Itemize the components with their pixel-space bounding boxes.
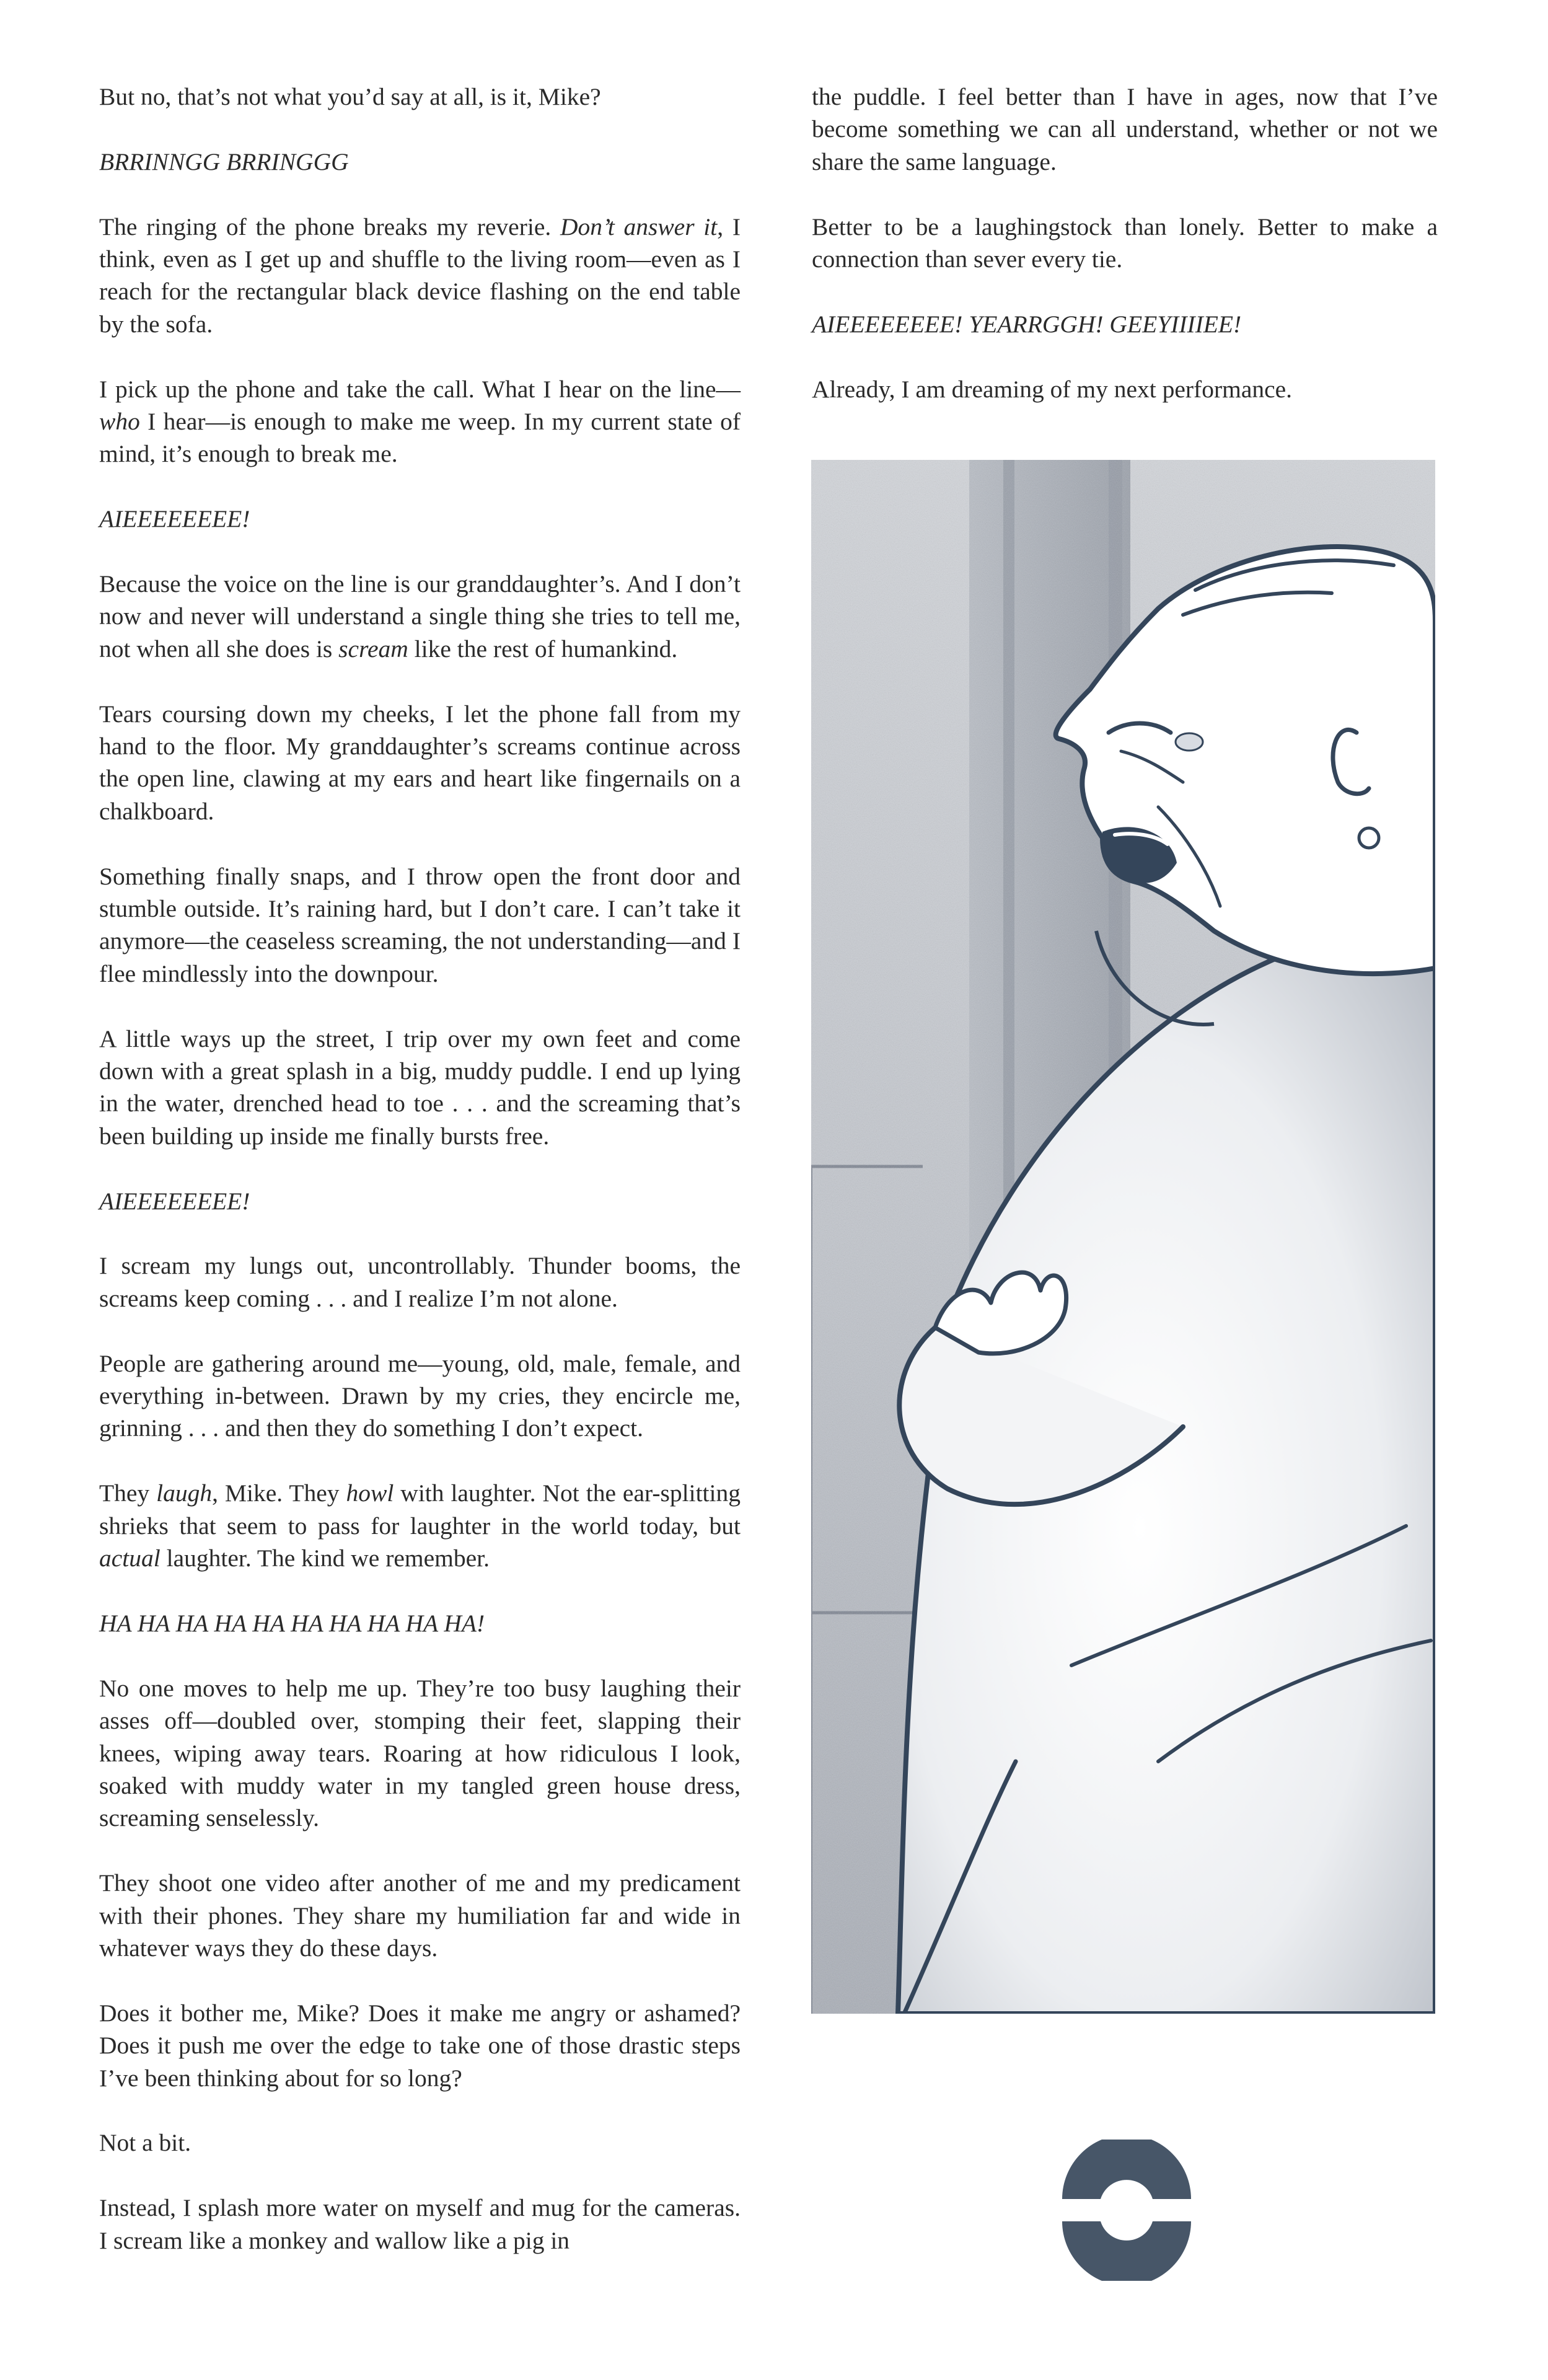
emphasis-text: who [99,408,140,436]
left-column-paragraph: Tears coursing down my cheeks, I let the phone fall from my hand to the floor. My granddaughter’s screams continue across the open line, clawing at my ears and heart like fingernails on a chalkboard. [99,700,741,825]
left-column-paragraph: They shoot one video after another of me and my predicament with their phones. They share my humiliation far and wide in whatever ways they do these days. [99,1869,741,1962]
right-column-paragraph: the puddle. I feel better than I have in ages, now that I’ve become something we can all understand, whether or not we share the same language. [812,83,1438,175]
body-text: They [99,1479,157,1507]
left-column-paragraph: AIEEEEEEEE! [99,1187,250,1215]
body-text: like the rest of humankind. [408,635,678,663]
body-text: I hear—is enough to make me weep. In my current state of mind, it’s enough to break me. [99,408,741,468]
left-column-paragraph: AIEEEEEEEE! [99,505,250,533]
left-column-paragraph [99,568,741,665]
left-column-paragraph: People are gathering around me—young, old, male, female, and everything in-between. Drawn by my cries, they encircle me, grinning . . . and then they do something I don’t expect. [99,1349,741,1442]
right-column-paragraph: Better to be a laughingstock than lonely. Better to make a connection than sever every tie. [812,213,1438,273]
right-text-column [812,81,1438,438]
emphasis-text: scream [338,635,408,663]
body-text: laughter. The kind we remember. [160,1545,490,1572]
body-text: , Mike. They [212,1479,346,1507]
body-text: The ringing of the phone breaks my reverie. [99,213,560,240]
left-column-paragraph: But no, that’s not what you’d say at all, is it, Mike? [99,83,601,110]
body-text: Because the voice on the line is our granddaughter’s. And I don’t now and never will understand a single thing she tries to tell me, not when all she does is [99,570,741,663]
left-column-paragraph: No one moves to help me up. They’re too busy laughing their asses off—doubled over, stomping their feet, slapping their knees, wiping away tears. Roaring at how ridiculous I look, soaked with muddy water in my tangled green house dress, screaming senselessly. [99,1674,741,1832]
emphasis-text: laugh [156,1479,213,1507]
left-column-paragraph: HA HA HA HA HA HA HA HA HA HA! [99,1609,485,1637]
body-text: with laughter. Not the ear-splitting shrieks that seem to pass for laughter in the world today, but [99,1479,741,1540]
emphasis-text: actual [99,1545,161,1572]
left-column-paragraph: A little ways up the street, I trip over my own feet and come down with a great splash in a big, muddy puddle. I end up lying in the water, drenched head to toe . . . and the screaming that’s been building up inside me finally bursts free. [99,1025,741,1150]
end-mark-logo-icon [1056,2140,1197,2281]
right-column-paragraph: AIEEEEEEEE! YEARRGGH! GEEYIIIIEE! [812,310,1242,338]
emphasis-text: Don’t answer it [560,213,718,240]
left-column-paragraph: Instead, I splash more water on myself and mug for the cameras. I scream like a monkey and wallow like a pig in [99,2194,741,2254]
left-column-paragraph: Something finally snaps, and I throw open the front door and stumble outside. It’s raining hard, but I don’t care. I can’t take it anymore—the ceaseless screaming, the not understanding—and I flee mindlessly into the downpour. [99,862,741,987]
left-text-column [99,81,741,2289]
body-text: , I think, even as I get up and shuffle to the living room—even as I reach for the rectangular black device flashing on the end table by the sofa. [99,213,741,338]
illustration-screaming-old-woman [811,460,1435,2014]
left-column-paragraph: Not a bit. [99,2129,191,2157]
emphasis-text: howl [346,1479,394,1507]
left-column-paragraph: I scream my lungs out, uncontrollably. Thunder booms, the screams keep coming . . . and I realize I’m not alone. [99,1252,741,1312]
left-column-paragraph: Does it bother me, Mike? Does it make me angry or ashamed? Does it push me over the edge to take one of those drastic steps I’ve been thinking about for so long? [99,1999,741,2092]
left-column-paragraph [99,211,741,341]
left-column-paragraph [99,1477,741,1574]
left-column-paragraph: BRRINNGG BRRINGGG [99,148,349,175]
left-column-paragraph [99,373,741,470]
body-text: I pick up the phone and take the call. What I hear on the line— [99,375,741,403]
right-column-paragraph: Already, I am dreaming of my next performance. [812,375,1293,403]
